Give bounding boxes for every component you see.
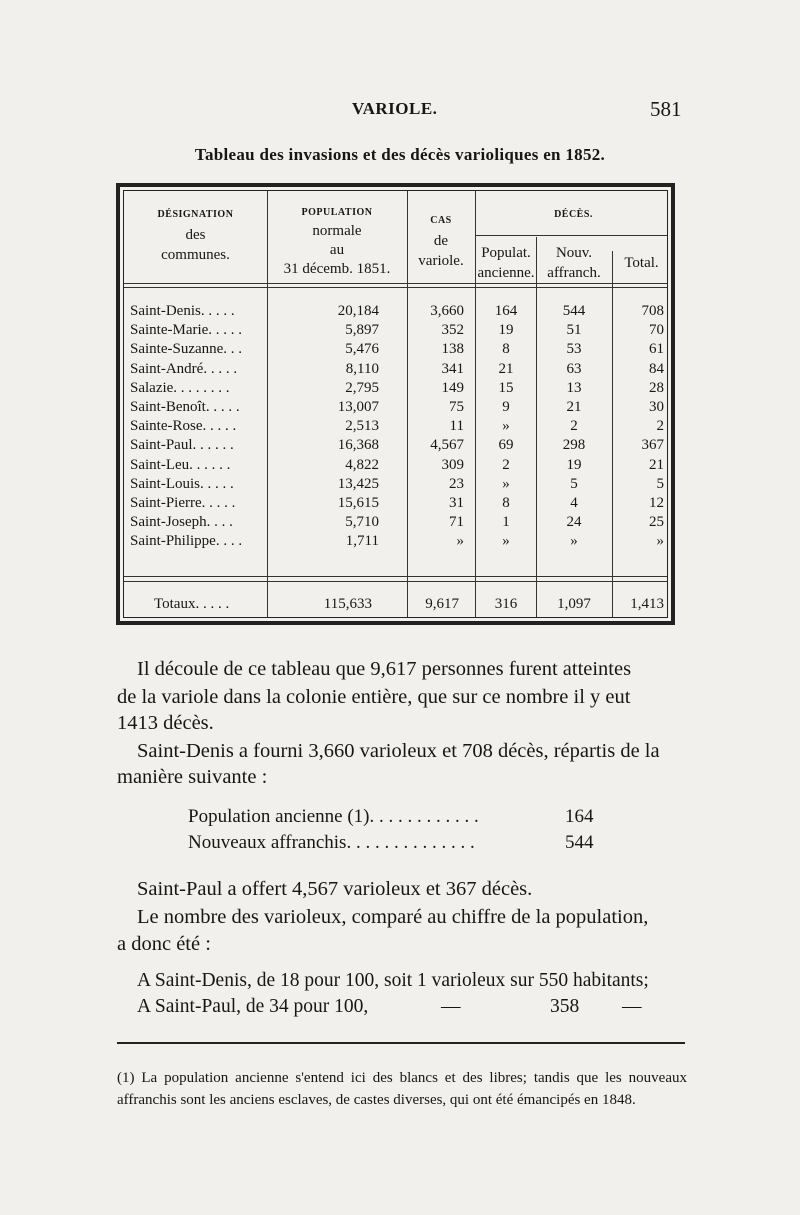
- total-cell: 61: [649, 341, 664, 358]
- population-cell: 5,897: [345, 322, 379, 339]
- paragraph-1-line-2: de la variole dans la colonie entière, que sur ce nombre il y eut: [117, 686, 631, 708]
- total-cell: 28: [649, 379, 664, 396]
- ancienne-cell: 15: [498, 379, 514, 396]
- total-cell: 2: [656, 418, 664, 435]
- population-cell: 1,711: [345, 533, 379, 550]
- total-cell: 12: [649, 494, 664, 511]
- commune-cell: Saint-Denis. . . . .: [130, 303, 235, 319]
- cas-cell: 138: [441, 341, 464, 358]
- footnote-rule: [117, 1042, 685, 1044]
- ratio-line-2-number: 358: [550, 996, 580, 1017]
- cas-cell: 352: [441, 322, 464, 339]
- header-line: ancienne.: [477, 265, 535, 281]
- cas-cell: 149: [441, 379, 464, 396]
- cas-cell: »: [456, 533, 464, 550]
- commune-cell: Saint-Paul. . . . . .: [130, 437, 234, 454]
- affranch-cell: 63: [566, 360, 582, 377]
- affranch-cell: 5: [570, 475, 578, 492]
- page-number: 581: [650, 97, 682, 121]
- header-line: CAS: [430, 215, 452, 226]
- table-title: Tableau des invasions et des décès varioliques en 1852.: [194, 145, 606, 164]
- commune-cell: Sainte-Rose. . . . .: [130, 418, 237, 435]
- totals-population: [267, 595, 372, 614]
- header-population: [267, 203, 407, 279]
- running-title: VARIOLE.: [352, 99, 438, 118]
- cas-cell: 23: [449, 475, 464, 492]
- cas-cell: 4,567: [430, 437, 464, 454]
- commune-cell: Saint-Benoît. . . . .: [130, 398, 240, 415]
- header-populat: [476, 243, 536, 283]
- population-cell: 16,368: [337, 437, 379, 454]
- affranch-cell: 4: [570, 494, 578, 511]
- totals-ancienne: [476, 595, 536, 614]
- population-cell: 15,615: [337, 494, 379, 511]
- cas-cell: 75: [449, 398, 464, 415]
- population-cell: 13,425: [337, 475, 379, 492]
- total-cell: 70: [649, 322, 664, 339]
- population-cell: 5,710: [345, 514, 379, 531]
- total-cell: 21: [649, 456, 664, 473]
- total-cell: 30: [649, 398, 664, 415]
- paragraph-1-line-1: Il découle de ce tableau que 9,617 personnes furent atteintes: [137, 658, 632, 680]
- commune-cell: Salazie. . . . . . . .: [130, 379, 230, 396]
- affranch-cell: 544: [562, 303, 586, 319]
- paragraph-2-line-1: Saint-Denis a fourni 3,660 varioleux et 708 décès, répartis de la: [137, 740, 660, 762]
- header-line: normale: [312, 223, 362, 239]
- cas-cell: 71: [449, 514, 464, 531]
- cas-cell: 3,660: [430, 303, 464, 319]
- header-line: affranch.: [547, 265, 601, 281]
- total-cell: »: [656, 533, 664, 550]
- ancienne-cell: 8: [502, 341, 510, 358]
- totals-rule-double: [124, 581, 667, 582]
- commune-cell: Saint-André. . . . .: [130, 360, 238, 377]
- ancienne-cell: »: [502, 475, 510, 492]
- paragraph-4-line-2: a donc été :: [117, 933, 211, 955]
- total-cell: 708: [641, 303, 664, 319]
- population-cell: 5,476: [345, 341, 379, 358]
- ancienne-cell: 21: [498, 360, 514, 377]
- deces-underline: [476, 235, 667, 236]
- ratio-line-2: A Saint-Paul, de 34 pour 100,: [137, 996, 369, 1017]
- header-line: POPULATION: [301, 207, 373, 218]
- column-ancienne: [476, 302, 536, 551]
- cas-cell: 31: [449, 494, 464, 511]
- column-total: [612, 302, 664, 551]
- smallpox-table: [116, 183, 675, 625]
- population-cell: 13,007: [337, 398, 379, 415]
- commune-cell: Saint-Leu. . . . . .: [130, 456, 231, 473]
- commune-cell: Sainte-Suzanne. . .: [130, 341, 243, 358]
- affranch-cell: 51: [566, 322, 582, 339]
- totals-affranch-value: 1,097: [557, 596, 591, 612]
- total-cell: 25: [649, 514, 664, 531]
- ancienne-cell: 164: [494, 303, 518, 319]
- ancienne-cell: »: [502, 533, 510, 550]
- paragraph-4-line-1: Le nombre des varioleux, comparé au chiffre de la population,: [137, 906, 649, 928]
- commune-cell: Saint-Louis. . . . .: [130, 475, 234, 492]
- total-cell: 84: [649, 360, 664, 377]
- header-deces: DÉCÈS.: [554, 209, 593, 220]
- ancienne-cell: 2: [502, 456, 510, 473]
- totals-total-value: 1,413: [630, 596, 664, 612]
- total-cell: 5: [656, 475, 664, 492]
- commune-cell: Saint-Pierre. . . . .: [130, 494, 236, 511]
- header-line: variole.: [418, 253, 464, 269]
- header-line: au: [329, 242, 345, 258]
- table-inner-frame: [123, 190, 668, 618]
- ancienne-cell: 9: [502, 398, 510, 415]
- paragraph-1-line-3: 1413 décès.: [117, 712, 214, 734]
- commune-cell: Saint-Philippe. . . .: [130, 533, 243, 550]
- totals-total: [612, 595, 664, 614]
- totals-cas: [407, 595, 459, 614]
- population-cell: 2,795: [345, 379, 379, 396]
- ancienne-cell: 8: [502, 494, 510, 511]
- footnote: (1) La population ancienne s'entend ici des blancs et des libres; tandis que les nouveaux affranchis sont les anciens esclaves, de castes diverses, qui ont été émancipés en 1848.: [117, 1070, 687, 1108]
- column-affranch: [536, 302, 612, 551]
- totals-cas-value: 9,617: [425, 596, 459, 612]
- header-total: Total.: [624, 255, 659, 271]
- population-cell: 8,110: [345, 360, 379, 377]
- cas-cell: 309: [441, 456, 464, 473]
- affranch-cell: 53: [566, 341, 582, 358]
- population-cell: 20,184: [337, 303, 379, 319]
- list-item-value: 164: [565, 806, 594, 827]
- ratio-line-2-dash: —: [441, 996, 461, 1017]
- header-rule-double: [124, 287, 667, 288]
- column-communes: [130, 302, 267, 551]
- column-population: [267, 302, 379, 551]
- ratio-line-2-dash: —: [622, 996, 642, 1017]
- list-item-value: 544: [565, 832, 594, 853]
- commune-cell: Sainte-Marie. . . . .: [130, 322, 243, 339]
- totals-affranch: [536, 595, 612, 614]
- affranch-cell: 21: [566, 398, 582, 415]
- list-item-label: Nouveaux affranchis. . . . . . . . . . . . . .: [188, 832, 475, 853]
- header-designation: [124, 205, 267, 265]
- header-line: Populat.: [481, 245, 531, 261]
- affranch-cell: 24: [566, 514, 582, 531]
- totals-label: [154, 595, 267, 614]
- ratio-line-1: A Saint-Denis, de 18 pour 100, soit 1 varioleux sur 550 habitants;: [137, 970, 649, 991]
- ancienne-cell: 1: [502, 514, 510, 531]
- affranch-cell: 2: [570, 418, 578, 435]
- totals-population-value: 115,633: [323, 596, 372, 612]
- header-line: DÉSIGNATION: [157, 209, 234, 220]
- paragraph-2-line-2: manière suivante :: [117, 766, 268, 788]
- total-cell: 367: [641, 437, 664, 454]
- running-head: [0, 93, 800, 123]
- ancienne-cell: 69: [498, 437, 514, 454]
- header-line: communes.: [161, 247, 230, 263]
- population-cell: 2,513: [345, 418, 379, 435]
- paragraph-3: Saint-Paul a offert 4,567 varioleux et 367 décès.: [137, 878, 533, 900]
- affranch-cell: 19: [566, 456, 582, 473]
- affranch-cell: 13: [566, 379, 582, 396]
- cas-cell: 11: [449, 418, 464, 435]
- header-line: 31 décemb. 1851.: [283, 261, 391, 277]
- population-cell: 4,822: [345, 456, 379, 473]
- affranch-cell: »: [570, 533, 578, 550]
- totals-ancienne-value: 316: [494, 596, 518, 612]
- header-line: Nouv.: [555, 245, 593, 261]
- header-line: des: [185, 227, 206, 243]
- header-rule: [124, 283, 667, 284]
- commune-cell: Saint-Joseph. . . .: [130, 514, 233, 531]
- header-cas: [407, 211, 475, 271]
- list-item-label: Population ancienne (1). . . . . . . . . . . .: [188, 806, 479, 827]
- affranch-cell: 298: [562, 437, 586, 454]
- totals-rule: [124, 576, 667, 577]
- header-nouv: [536, 243, 612, 283]
- column-cas: [407, 302, 464, 551]
- ancienne-cell: »: [502, 418, 510, 435]
- ancienne-cell: 19: [498, 322, 514, 339]
- header-line: de: [433, 233, 449, 249]
- cas-cell: 341: [441, 360, 464, 377]
- totals-label-text: Totaux. . . . .: [154, 596, 230, 612]
